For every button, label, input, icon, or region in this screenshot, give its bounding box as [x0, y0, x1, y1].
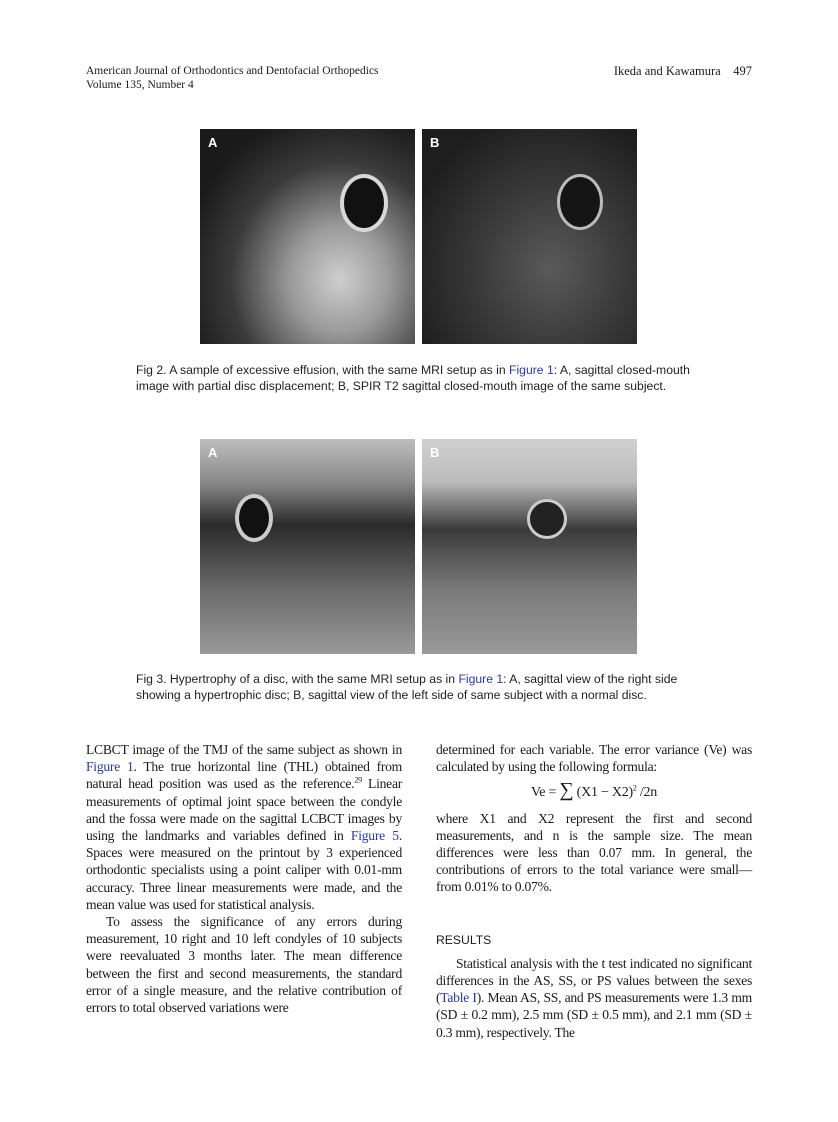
paragraph: To assess the significance of any errors during measurement, 10 right and 10 left condyles of 10 subjects were reevaluated 3 months later. The mean difference between the first and second measurements, the standard error of a single measure, and the relative contribution of errors to total observed variations were: [86, 914, 402, 1016]
right-column: [436, 741, 752, 1041]
fig3-caption: [136, 671, 706, 703]
section-heading-results: RESULTS: [436, 932, 492, 947]
paragraph: [436, 955, 752, 1041]
figure-1-link[interactable]: Figure 1: [509, 363, 554, 377]
caption-text: : A, sagittal view of the right side showing a hypertrophic disc; B, sagittal view of the left side of same subject with a normal disc.: [136, 672, 678, 702]
formula-part: Ve =: [530, 785, 560, 801]
running-header-left: [86, 64, 379, 92]
running-header-right: [614, 64, 752, 78]
formula-part: /2n: [636, 785, 658, 801]
fig2-caption: [136, 362, 706, 394]
text: Linear measurements of optimal joint space between the condyle and the fossa were made on the sagittal LCBCT images by using the landmarks and variables defined in: [86, 776, 403, 844]
panel-label: A: [208, 445, 218, 460]
journal-volume: Volume 135, Number 4: [86, 79, 194, 91]
caption-text: : A, sagittal closed-mouth image with partial disc displacement; B, SPIR T2 sagittal closed-mouth image of the same subject.: [136, 363, 690, 393]
panel-label: B: [430, 445, 440, 460]
paragraph: where X1 and X2 represent the first and second measurements, and n is the sample size. The mean differences were less than 0.07 mm. In general, the contributions of errors to the total variance were small—from 0.01% to 0.07%.: [436, 810, 752, 895]
panel-label: B: [430, 135, 440, 150]
figure-5-link[interactable]: Figure 5: [350, 828, 399, 844]
paragraph: determined for each variable. The error variance (Ve) was calculated by using the following formula:: [436, 742, 752, 775]
reference-29[interactable]: 29: [354, 775, 362, 785]
journal-title: American Journal of Orthodontics and Dentofacial Orthopedics: [86, 65, 379, 77]
sum-symbol: ∑: [559, 779, 574, 802]
text: ). Mean AS, SS, and PS measurements were 1.3 mm (SD ± 0.2 mm), 2.5 mm (SD ± 0.5 mm), and 2.1 mm (SD ± 0.3 mm), respectively. The: [436, 990, 752, 1040]
text: . The true horizontal line (THL) obtained from natural head position was used as the reference.: [86, 759, 403, 792]
text: . Spaces were measured on the printout by 3 experienced orthodontic specialists using a point caliper with 0.01-mm accuracy. Three linear measurements were made, and the mean value was used for statistical analysis.: [86, 828, 403, 912]
caption-text: Fig 3. Hypertrophy of a disc, with the same MRI setup as in: [136, 672, 459, 686]
paragraph: [86, 741, 402, 913]
fig3-image-a: [200, 439, 415, 654]
text: LCBCT image of the TMJ of the same subject as shown in: [86, 742, 402, 757]
panel-label: A: [208, 135, 218, 150]
fig3-image-b: [422, 439, 637, 654]
figure-1-link[interactable]: Figure 1: [458, 672, 504, 686]
left-column: [86, 741, 402, 1016]
figure-1-link[interactable]: Figure 1: [86, 759, 134, 775]
fig2-image-a: [200, 129, 415, 344]
page-number: 497: [733, 64, 752, 78]
exponent: 2: [632, 783, 637, 793]
authors: Ikeda and Kawamura: [613, 64, 721, 78]
error-variance-formula: [436, 779, 752, 802]
caption-text: Fig 2. A sample of excessive effusion, with the same MRI setup as in: [136, 363, 510, 377]
table-1-link[interactable]: Table I: [440, 990, 477, 1006]
formula-part: (X1 − X2): [573, 785, 633, 801]
fig2-image-b: [422, 129, 637, 344]
text: Statistical analysis with the t test indicated no significant differences in the AS, SS, or PS values between the sexes (: [436, 955, 752, 1006]
